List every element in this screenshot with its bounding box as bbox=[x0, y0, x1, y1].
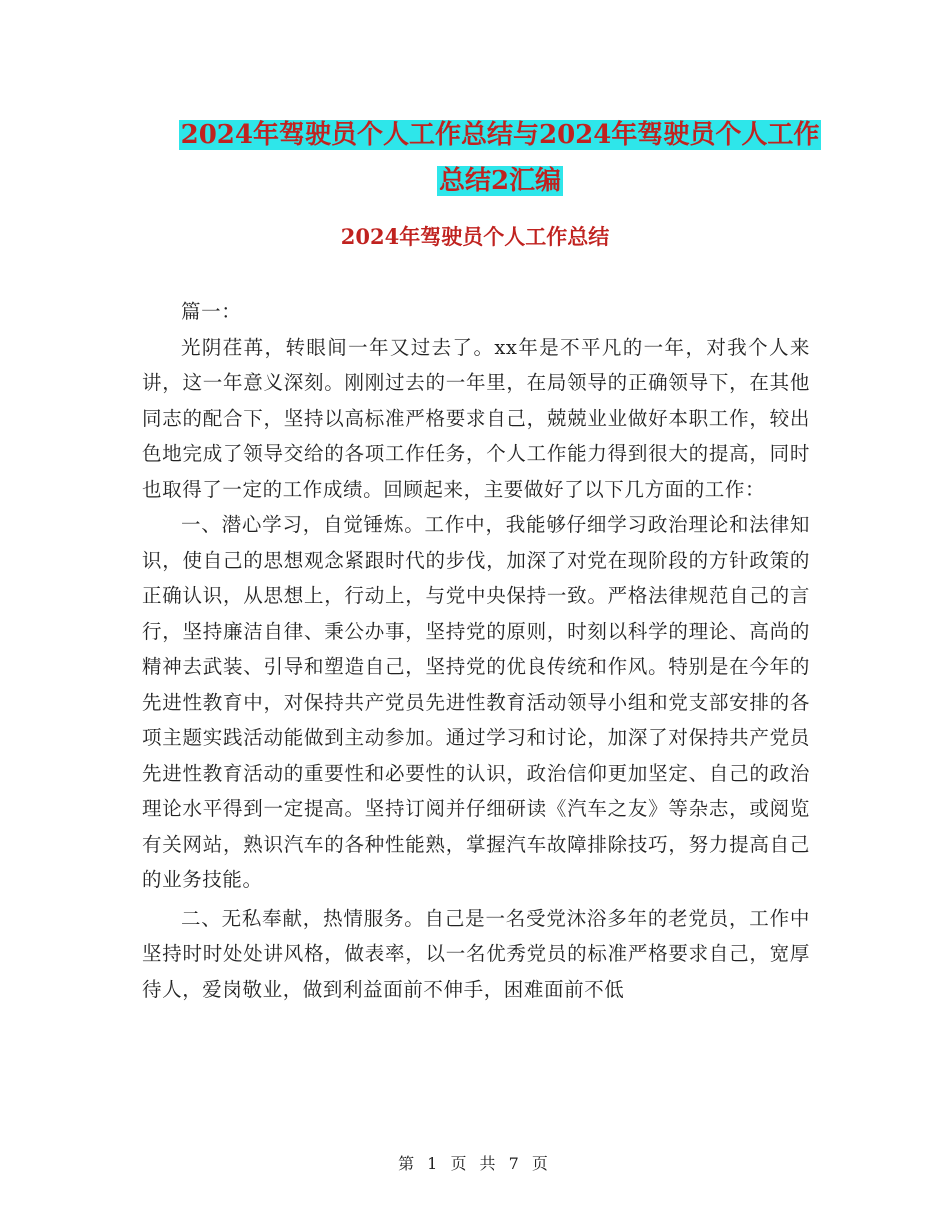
document-title-line-2: 总结2汇编 bbox=[438, 166, 562, 196]
document-title-line-1: 2024年驾驶员个人工作总结与2024年驾驶员个人工作 bbox=[180, 120, 820, 150]
document-title bbox=[120, 112, 880, 204]
page-footer: 第 1 页 共 7 页 bbox=[398, 1154, 552, 1173]
paragraph-label: 篇一： bbox=[181, 300, 242, 323]
paragraph-point-1: 一、潜心学习，自觉锤炼。工作中，我能够仔细学习政治理论和法律知识，使自己的思想观念紧跟时代的步伐，加深了对党在现阶段的方针政策的正确认识，从思想上，行动上，与党中央保持一致。严格法律规范自己的言行，坚持廉洁自律、秉公办事，坚持党的原则，时刻以科学的理论、高尚的精神去武装、引导和塑造自己，坚持党的优良传统和作风。特别是在今年的先进性教育中，对保持共产党员先进性教育活动领导小组和党支部安排的各项主题实践活动能做到主动参加。通过学习和讨论，加深了对保持共产党员先进性教育活动的重要性和必要性的认识，政治信仰更加坚定、自己的政治理论水平得到一定提高。坚持订阅并仔细研读《汽车之友》等杂志，或阅览有关网站，熟识汽车的各种性能熟，掌握汽车故障排除技巧，努力提高自己的业务技能。 bbox=[142, 513, 810, 891]
paragraph-point-2: 二、无私奉献，热情服务。自己是一名受党沐浴多年的老党员，工作中坚持时时处处讲风格，做表率，以一名优秀党员的标准严格要求自己，宽厚待人，爱岗敬业，做到利益面前不伸手，困难面前不低 bbox=[142, 906, 810, 1001]
paragraph-intro: 光阴荏苒，转眼间一年又过去了。xx年是不平凡的一年，对我个人来讲，这一年意义深刻。刚刚过去的一年里，在局领导的正确领导下，在其他同志的配合下，坚持以高标准严格要求自己，兢兢业业做好本职工作，较出色地完成了领导交给的各项工作任务，个人工作能力得到很大的提高，同时也取得了一定的工作成绩。回顾起来，主要做好了以下几方面的工作： bbox=[142, 335, 810, 501]
document-body bbox=[142, 294, 810, 1007]
section-title: 2024年驾驶员个人工作总结 bbox=[340, 224, 610, 249]
